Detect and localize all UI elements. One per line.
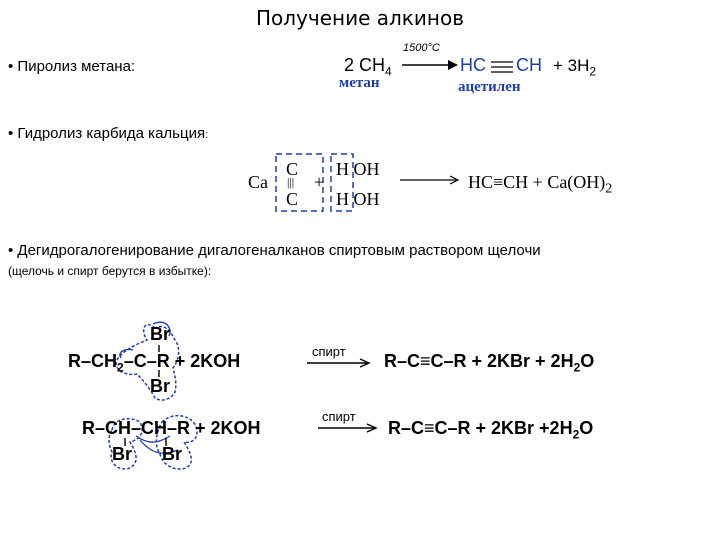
r4-arrow [316, 421, 384, 435]
r4-h2o-o: O [579, 418, 594, 438]
bullet-dehydrohalogenation: • Дегидрогалогенирование дигалогеналканов спиртовым раствором щелочи [8, 242, 541, 259]
r3-left [68, 351, 240, 375]
bullet-carbide-text: • Гидролиз карбида кальция [8, 125, 206, 142]
label-methane: метан [339, 75, 380, 91]
bullet-dehydrohalogenation-note: (щелочь и спирт берутся в избытке): [8, 264, 212, 278]
bullet-methane-pyrolysis: • Пиролиз метана: [8, 58, 136, 75]
r2-product-text: HC≡CH + Ca(OH) [468, 172, 606, 192]
r1-ch-product: CH [516, 55, 542, 75]
r1-ch: CH [359, 55, 386, 75]
r3-h2o-sub: 2 [573, 360, 581, 375]
r4-product-text: R–C≡C–R + 2KBr +2H [388, 418, 573, 438]
r2-product [468, 172, 612, 198]
r1-plus-h: + 3H [553, 56, 590, 75]
r3-br-top: Br [150, 324, 171, 344]
r2-ca: Ca [248, 172, 268, 192]
r3-product [384, 351, 594, 375]
page-title: Получение алкинов [256, 6, 464, 30]
r2-hoh-bot: H OH [336, 189, 380, 209]
r2-sub2: 2 [605, 181, 613, 197]
r4-product [388, 418, 593, 442]
r4-br-2: Br [162, 444, 183, 464]
r3-h2o-o: O [580, 351, 595, 371]
r1-arrow [400, 58, 460, 72]
r4-condition: спирт [322, 409, 356, 424]
r3-left-text: R–CH [68, 351, 118, 371]
r3-mid: –C–R + 2KOH [123, 351, 241, 371]
r1-h2 [553, 56, 596, 78]
r4-br-1: Br [112, 444, 133, 464]
r4-left: R–CH–CH–R + 2KOH [82, 418, 261, 438]
label-acetylene: ацетилен [458, 79, 521, 95]
r2-hoh-top: H OH [336, 159, 380, 179]
r2-c-bot: C [286, 189, 299, 209]
r2-arrow [398, 172, 462, 188]
r1-hc: HC [460, 55, 486, 75]
r2-triple: ||| [287, 175, 295, 189]
r4-h2o-sub: 2 [572, 427, 580, 442]
r3-condition: спирт [312, 344, 346, 359]
r3-br-bot: Br [150, 376, 171, 396]
bullet-carbide-colon: : [205, 129, 209, 141]
r1-sub2: 2 [589, 64, 597, 79]
bullet-carbide-hydrolysis [8, 125, 208, 142]
r1-triple-bond [491, 60, 515, 74]
r1-condition: 1500°C [403, 42, 440, 54]
r3-product-text: R–C≡C–R + 2KBr + 2H [384, 351, 574, 371]
r3-sub2: 2 [117, 360, 124, 375]
r3-arrow [305, 356, 377, 370]
r1-coef: 2 [344, 55, 355, 75]
r2-plus: + [314, 172, 325, 192]
r1-sub4: 4 [385, 64, 392, 79]
r2-c-top: C [286, 159, 299, 179]
